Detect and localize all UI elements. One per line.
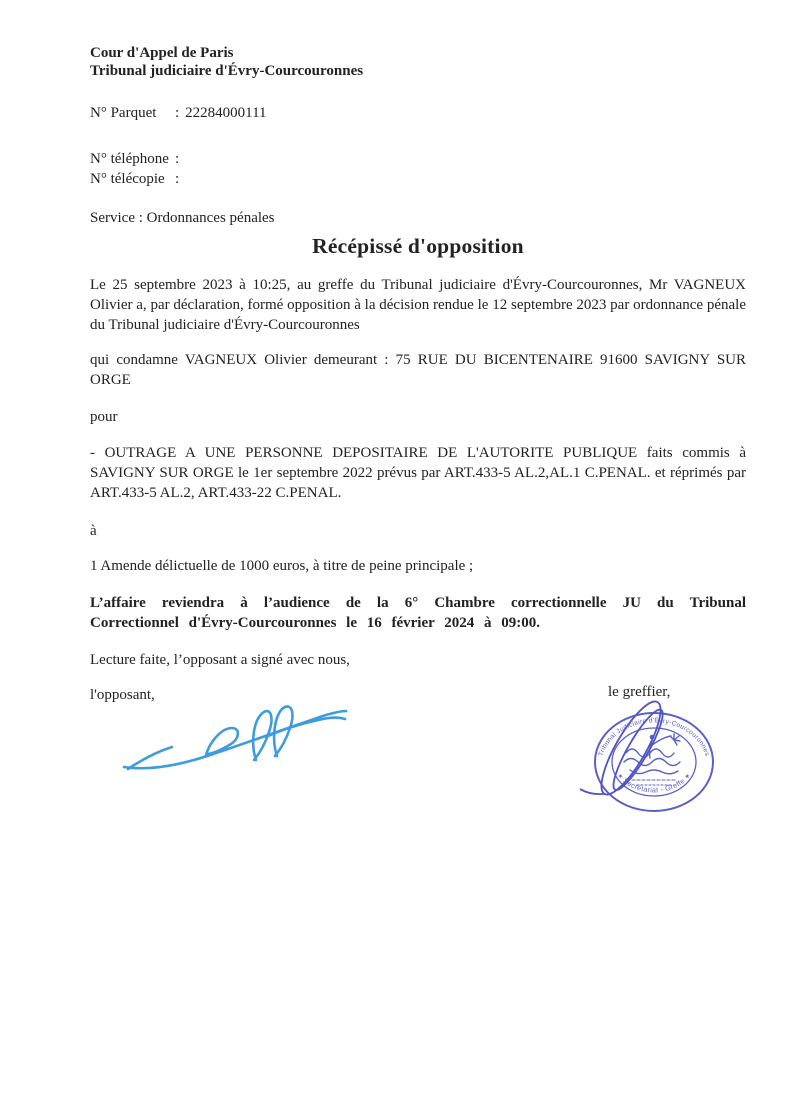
fax-line [90,170,746,190]
phone-separator: : [175,151,180,168]
pour-label: pour [90,409,118,426]
document-title: Récépissé d'opposition [312,234,524,259]
phone-label: N° téléphone [90,151,169,168]
hearing-paragraph: L’affaire reviendra à l’audience de la 6° Chambre correctionnelle JU du Tribunal Correctionnel d'Évry-Courcouronnes le 16 février 2024 à 09:00. [90,595,746,631]
signature-area [90,683,746,906]
opponent-signature [118,698,353,778]
phone-line [90,150,746,170]
closing-line: Lecture faite, l’opposant a signé avec nous, [90,651,350,668]
clerk-stamp [574,692,750,842]
service-line: Service : Ordonnances pénales [90,210,275,227]
declaration-paragraph: Le 25 septembre 2023 à 10:25, au greffe du Tribunal judiciaire d'Évry-Courcouronnes, Mr VAGNEUX Olivier a, par déclaration, formé opposition à la décision rendue le 12 septembre 2023 par ordonnance pénale du Tribunal judiciaire d'Évry-Courcouronnes [90,277,746,334]
stamp-bottom-text: ✶ Secrétariat - Greffe ✶ [615,770,693,794]
parquet-label: N° Parquet [90,104,157,121]
parquet-number-line [90,104,746,124]
condemnation-paragraph: qui condamne VAGNEUX Olivier demeurant : 75 RUE DU BICENTENAIRE 91600 SAVIGNY SUR ORGE [90,351,746,388]
parquet-value: 22284000111 [185,104,267,121]
document-header [90,44,746,81]
contact-block [90,150,746,190]
clerk-label: le greffier, [608,683,671,700]
a-label: à [90,522,97,539]
court-appeal-line: Cour d'Appel de Paris [90,45,234,61]
fax-separator: : [175,171,180,188]
tribunal-line: Tribunal judiciaire d'Évry-Courcouronnes [90,63,364,80]
parquet-separator: : [175,104,180,121]
stamp-top-text: Tribunal Judiciaire d'Évry-Courcouronnes [597,716,711,757]
offense-paragraph: - OUTRAGE A UNE PERSONNE DEPOSITAIRE DE L'AUTORITE PUBLIQUE faits commis à SAVIGNY SUR ORGE le 1er septembre 2022 prévus par ART.433-5 AL.2,AL.1 C.PENAL. et réprimés par ART.433-5 AL.2, ART.433-22 C.PENAL. [90,445,746,501]
opponent-label: l'opposant, [90,686,155,703]
penalty-line: 1 Amende délictuelle de 1000 euros, à titre de peine principale ; [90,558,474,575]
fax-label: N° télécopie [90,171,165,188]
